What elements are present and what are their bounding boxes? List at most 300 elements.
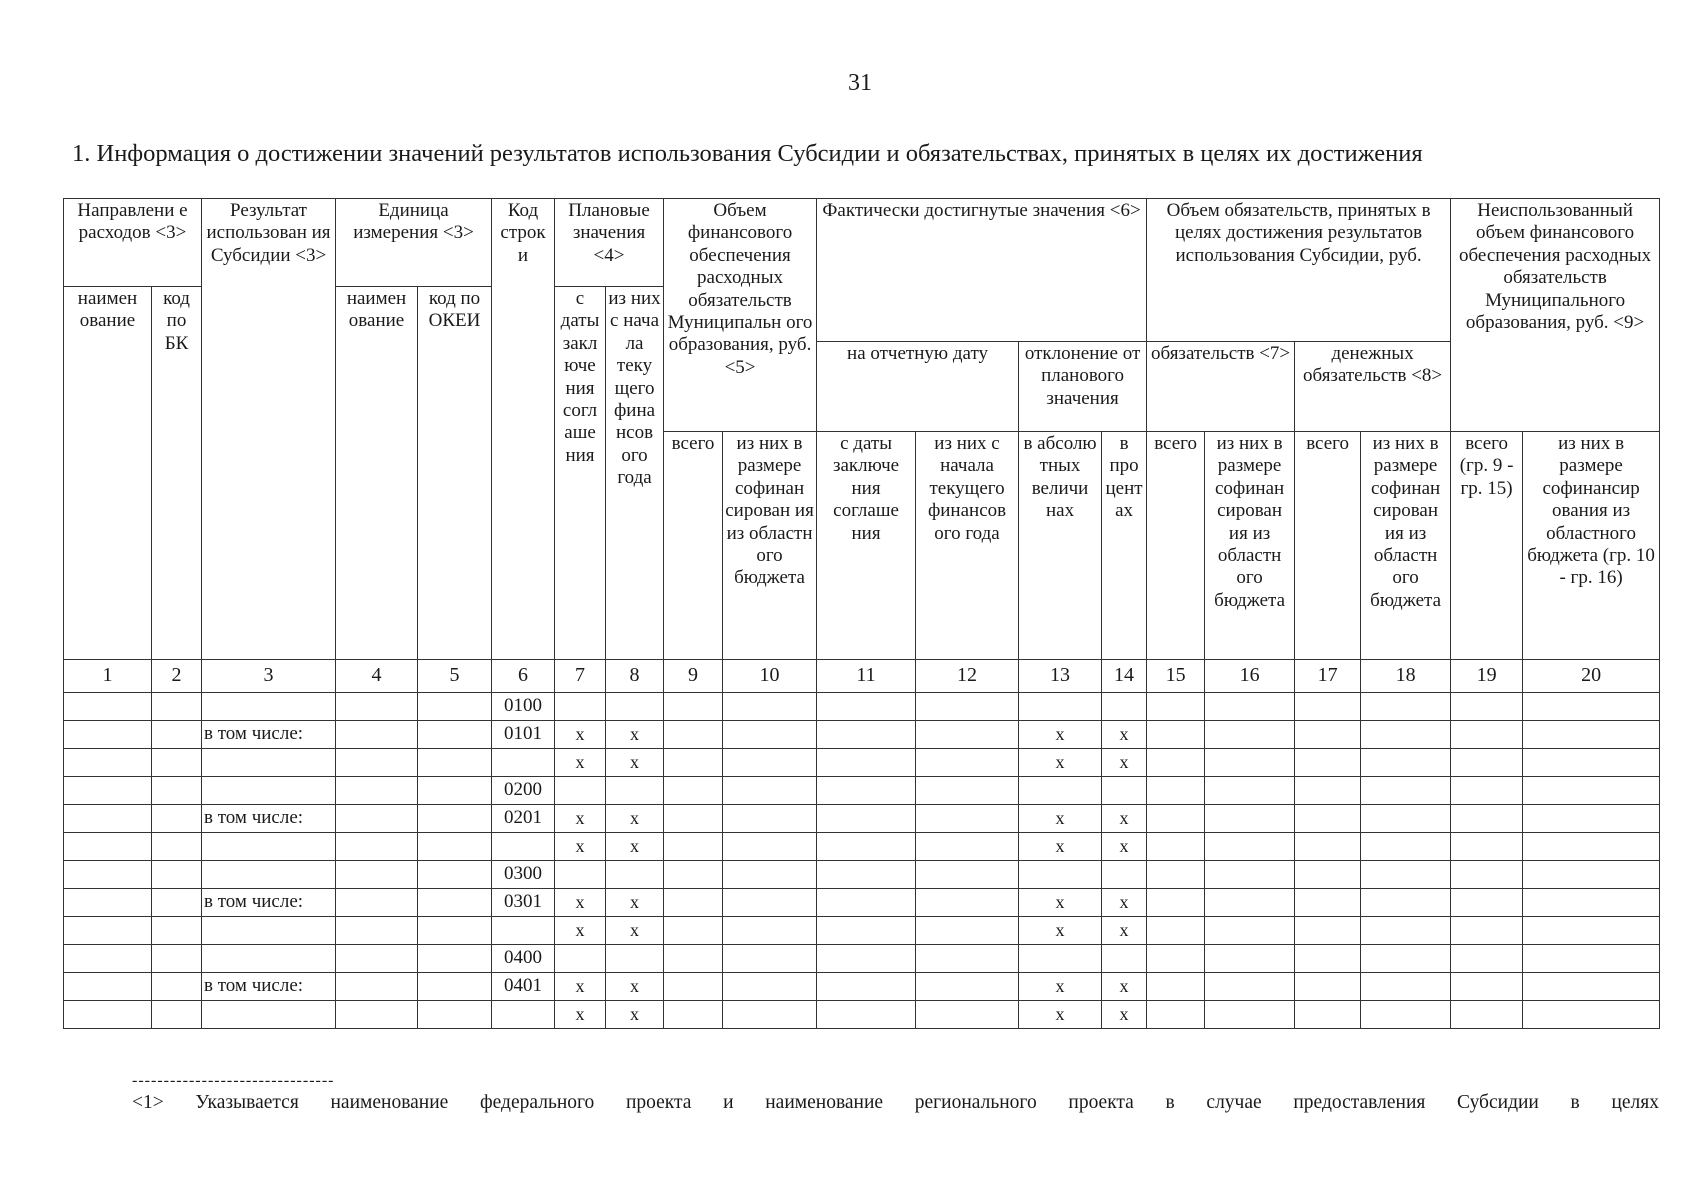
table-cell [1451,861,1523,889]
table-cell [916,693,1019,721]
table-cell [664,917,723,945]
row-label [202,833,336,861]
row-mark [555,861,606,889]
row-label [202,777,336,805]
column-number: 20 [1523,660,1660,693]
row-mark: x [606,721,664,749]
table-cell [1451,1001,1523,1029]
table-cell [1361,721,1451,749]
row-mark [555,693,606,721]
table-cell [1451,973,1523,1001]
table-cell [1147,1001,1205,1029]
table-cell [152,721,202,749]
table-cell [916,777,1019,805]
row-mark [555,945,606,973]
row-mark: x [1102,889,1147,917]
row-mark [1102,693,1147,721]
table-cell [1361,861,1451,889]
table-cell [1295,1001,1361,1029]
table-cell [723,889,817,917]
table-cell [418,777,492,805]
row-mark: x [555,917,606,945]
table-cell [1205,1001,1295,1029]
table-cell [64,805,152,833]
table-cell [916,861,1019,889]
column-number: 13 [1019,660,1102,693]
table-cell [1205,749,1295,777]
header-obligations: обязательств <7> [1147,342,1295,432]
table-cell [1523,749,1660,777]
column-number: 11 [817,660,916,693]
table-cell [723,861,817,889]
column-number: 3 [202,660,336,693]
table-row [64,833,1660,861]
header-actual-from-year: из них с начала текущего финансов ого года [916,432,1019,660]
row-mark [555,777,606,805]
table-cell [1147,805,1205,833]
table-cell [1451,917,1523,945]
column-number: 4 [336,660,418,693]
table-cell [664,889,723,917]
row-mark: x [1102,973,1147,1001]
table-cell [1523,945,1660,973]
row-mark: x [1019,833,1102,861]
table-cell [1295,693,1361,721]
row-mark [606,945,664,973]
row-mark [606,693,664,721]
table-row [64,805,1660,833]
table-cell [1361,693,1451,721]
row-mark: x [1102,1001,1147,1029]
table-cell [152,833,202,861]
table-body [64,693,1660,1029]
table-cell [1523,833,1660,861]
table-cell [64,889,152,917]
row-code: 0400 [492,945,555,973]
column-number: 19 [1451,660,1523,693]
table-cell [1147,889,1205,917]
table-cell [817,805,916,833]
row-code: 0401 [492,973,555,1001]
table-cell [817,889,916,917]
table-cell [1205,805,1295,833]
table-cell [336,1001,418,1029]
row-label [202,1001,336,1029]
row-label: в том числе: [202,805,336,833]
results-table [63,198,1660,1029]
table-cell [1295,833,1361,861]
table-cell [1523,777,1660,805]
column-number: 14 [1102,660,1147,693]
row-mark: x [555,889,606,917]
row-mark: x [1102,805,1147,833]
table-cell [64,917,152,945]
row-mark: x [555,973,606,1001]
row-mark [1102,945,1147,973]
row-code [492,1001,555,1029]
table-cell [817,749,916,777]
row-mark: x [606,805,664,833]
column-number: 9 [664,660,723,693]
table-cell [916,973,1019,1001]
table-cell [916,721,1019,749]
table-cell [1451,805,1523,833]
row-code: 0301 [492,889,555,917]
table-cell [336,833,418,861]
table-cell [64,861,152,889]
row-label: в том числе: [202,721,336,749]
table-cell [1361,1001,1451,1029]
header-result: Результат использован ия Субсидии <3> [202,199,336,660]
table-cell [723,833,817,861]
row-mark: x [1102,917,1147,945]
table-cell [1147,721,1205,749]
header-direction: Направлени е расходов <3> [64,199,202,287]
row-label [202,693,336,721]
table-cell [418,1001,492,1029]
table-cell [1295,805,1361,833]
row-mark: x [1019,749,1102,777]
table-cell [1205,721,1295,749]
table-cell [1451,889,1523,917]
table-cell [64,749,152,777]
row-label [202,861,336,889]
row-mark: x [1019,1001,1102,1029]
table-row [64,945,1660,973]
header-actual-from-agreement: с даты заключе ния соглаше ния [817,432,916,660]
row-mark: x [555,749,606,777]
table-cell [1295,889,1361,917]
column-number: 8 [606,660,664,693]
table-cell [1295,721,1361,749]
table-cell [336,749,418,777]
header-deviation: отклонение от планового значения [1019,342,1147,432]
row-mark: x [555,721,606,749]
row-mark: x [1019,917,1102,945]
table-cell [723,749,817,777]
table-cell [664,945,723,973]
column-number: 7 [555,660,606,693]
row-mark: x [606,749,664,777]
table-cell [1523,917,1660,945]
column-number: 12 [916,660,1019,693]
row-code: 0201 [492,805,555,833]
table-cell [64,777,152,805]
table-cell [817,721,916,749]
header-obl-total: всего [1147,432,1205,660]
table-cell [723,917,817,945]
table-cell [152,805,202,833]
table-cell [664,973,723,1001]
row-mark: x [1102,833,1147,861]
table-cell [1361,945,1451,973]
table-cell [723,973,817,1001]
header-financing-volume: Объем финансового обеспечения расходных обязательств Муниципальн ого образования, руб. <5> [664,199,817,432]
header-actual-values: Фактически достигнутые значения <6> [817,199,1147,342]
footnote-1: <1> Указывается наименование федерального проекта и наименование регионального проекта в случае предоставления Субсидии в целях [132,1092,1659,1113]
table-cell [336,777,418,805]
row-label: в том числе: [202,889,336,917]
table-cell [1147,945,1205,973]
table-cell [1451,945,1523,973]
header-obligations-volume: Объем обязательств, принятых в целях достижения результатов использования Субсидии, руб. [1147,199,1451,342]
header-mon-total: всего [1295,432,1361,660]
table-cell [336,945,418,973]
table-cell [1523,721,1660,749]
row-code: 0200 [492,777,555,805]
table-cell [152,693,202,721]
table-cell [916,917,1019,945]
table-header [64,199,1660,693]
table-cell [418,721,492,749]
table-cell [1295,973,1361,1001]
table-cell [817,973,916,1001]
table-cell [817,693,916,721]
table-cell [916,945,1019,973]
table-cell [64,1001,152,1029]
table-cell [418,693,492,721]
table-cell [1523,1001,1660,1029]
table-row [64,1001,1660,1029]
table-row [64,693,1660,721]
table-cell [1523,693,1660,721]
row-mark: x [606,889,664,917]
table-cell [664,861,723,889]
table-cell [664,777,723,805]
table-cell [152,889,202,917]
table-cell [64,973,152,1001]
table-cell [1205,861,1295,889]
table-cell [1147,861,1205,889]
header-unit-code: код по ОКЕИ [418,287,492,660]
table-cell [64,945,152,973]
table-cell [1295,777,1361,805]
table-cell [1205,973,1295,1001]
column-number: 18 [1361,660,1451,693]
page-number: 31 [848,70,872,96]
header-planned: Плановые значения <4> [555,199,664,287]
row-label [202,917,336,945]
row-label [202,749,336,777]
table-row [64,721,1660,749]
row-mark: x [606,833,664,861]
header-unused-total: всего (гр. 9 - гр. 15) [1451,432,1523,660]
row-mark [1019,945,1102,973]
table-cell [152,917,202,945]
table-cell [817,917,916,945]
table-cell [1147,833,1205,861]
table-cell [817,777,916,805]
row-mark: x [1102,749,1147,777]
table-cell [1523,889,1660,917]
table-cell [64,693,152,721]
row-mark [1019,693,1102,721]
table-cell [1451,749,1523,777]
row-mark: x [606,973,664,1001]
row-mark: x [606,1001,664,1029]
row-mark [1019,777,1102,805]
table-cell [723,945,817,973]
table-cell [1361,917,1451,945]
table-row [64,889,1660,917]
table-cell [1295,917,1361,945]
table-cell [64,833,152,861]
table-cell [152,973,202,1001]
table-cell [916,889,1019,917]
table-cell [1451,777,1523,805]
table-cell [916,833,1019,861]
table-cell [1451,833,1523,861]
row-mark [606,861,664,889]
table-cell [1205,777,1295,805]
table-cell [1295,945,1361,973]
table-cell [152,749,202,777]
table-cell [916,1001,1019,1029]
row-mark: x [1019,805,1102,833]
table-cell [418,917,492,945]
table-cell [723,721,817,749]
table-cell [817,945,916,973]
header-deviation-absolute: в абсолю тных величи нах [1019,432,1102,660]
table-cell [418,945,492,973]
table-cell [1205,693,1295,721]
table-cell [1523,861,1660,889]
header-monetary-obligations: денежных обязательств <8> [1295,342,1451,432]
header-fin-total: всего [664,432,723,660]
table-cell [64,721,152,749]
table-cell [418,973,492,1001]
row-label: в том числе: [202,973,336,1001]
row-mark: x [1102,721,1147,749]
table-cell [152,861,202,889]
header-direction-name: наимен ование [64,287,152,660]
table-cell [817,861,916,889]
table-cell [817,1001,916,1029]
header-direction-code: код по БК [152,287,202,660]
table-cell [1147,917,1205,945]
row-mark [1019,861,1102,889]
header-unit: Единица измерения <3> [336,199,492,287]
column-number: 5 [418,660,492,693]
table-cell [152,777,202,805]
table-cell [723,805,817,833]
table-cell [418,861,492,889]
row-code: 0300 [492,861,555,889]
table-cell [418,805,492,833]
table-cell [336,693,418,721]
table-cell [336,861,418,889]
table-cell [1205,917,1295,945]
table-cell [723,693,817,721]
header-unit-name: наимен ование [336,287,418,660]
table-cell [723,777,817,805]
column-number: 1 [64,660,152,693]
table-cell [1523,805,1660,833]
footnote-rule: -------------------------------- [132,1072,335,1089]
header-planned-from-agreement: с даты закл юче ния согл аше ния [555,287,606,660]
column-number-row [64,660,1660,693]
row-code [492,917,555,945]
row-mark: x [1019,889,1102,917]
row-mark: x [555,1001,606,1029]
header-planned-from-year: из них с нача ла теку щего фина нсов ого года [606,287,664,660]
row-mark: x [1019,721,1102,749]
header-deviation-percent: в про цент ах [1102,432,1147,660]
column-number: 2 [152,660,202,693]
table-cell [1205,833,1295,861]
header-obl-cofinancing: из них в размере софинан сирован ия из областн ого бюджета [1205,432,1295,660]
row-mark [1102,777,1147,805]
row-code [492,833,555,861]
row-mark [606,777,664,805]
table-cell [1451,693,1523,721]
table-cell [664,693,723,721]
table-row [64,861,1660,889]
table-cell [1451,721,1523,749]
table-cell [723,1001,817,1029]
row-code: 0101 [492,721,555,749]
table-cell [418,749,492,777]
table-cell [1523,973,1660,1001]
column-number: 16 [1205,660,1295,693]
header-actual-date: на отчетную дату [817,342,1019,432]
row-mark: x [606,917,664,945]
table-cell [1361,833,1451,861]
table-cell [418,889,492,917]
table-cell [152,1001,202,1029]
table-cell [664,833,723,861]
table-row [64,973,1660,1001]
table-cell [664,1001,723,1029]
table-cell [1147,973,1205,1001]
table-cell [1361,749,1451,777]
table-cell [916,805,1019,833]
table-cell [1361,973,1451,1001]
table-cell [664,805,723,833]
table-cell [336,721,418,749]
table-cell [1361,777,1451,805]
table-cell [916,749,1019,777]
table-cell [1295,749,1361,777]
table-cell [1205,945,1295,973]
row-mark [1102,861,1147,889]
row-label [202,945,336,973]
table-cell [664,721,723,749]
table-row [64,749,1660,777]
header-mon-cofinancing: из них в размере софинан сирован ия из областн ого бюджета [1361,432,1451,660]
row-mark: x [555,805,606,833]
header-line-code: Код строк и [492,199,555,660]
table-cell [1361,805,1451,833]
column-number: 17 [1295,660,1361,693]
row-code: 0100 [492,693,555,721]
table-cell [336,805,418,833]
section-title: 1. Информация о достижении значений результатов использования Субсидии и обязательствах, принятых в целях их достижения [72,140,1423,167]
table-cell [418,833,492,861]
column-number: 10 [723,660,817,693]
table-cell [1147,777,1205,805]
table-row [64,917,1660,945]
table-cell [1205,889,1295,917]
row-code [492,749,555,777]
column-number: 6 [492,660,555,693]
header-unused-cofinancing: из них в размере софинансир ования из областного бюджета (гр. 10 - гр. 16) [1523,432,1660,660]
row-mark: x [1019,973,1102,1001]
table-cell [336,973,418,1001]
header-fin-cofinancing: из них в размере софинан сирован ия из областн ого бюджета [723,432,817,660]
header-unused-volume: Неиспользованный объем финансового обеспечения расходных обязательств Муниципального образования, руб. <9> [1451,199,1660,432]
table-cell [1147,693,1205,721]
